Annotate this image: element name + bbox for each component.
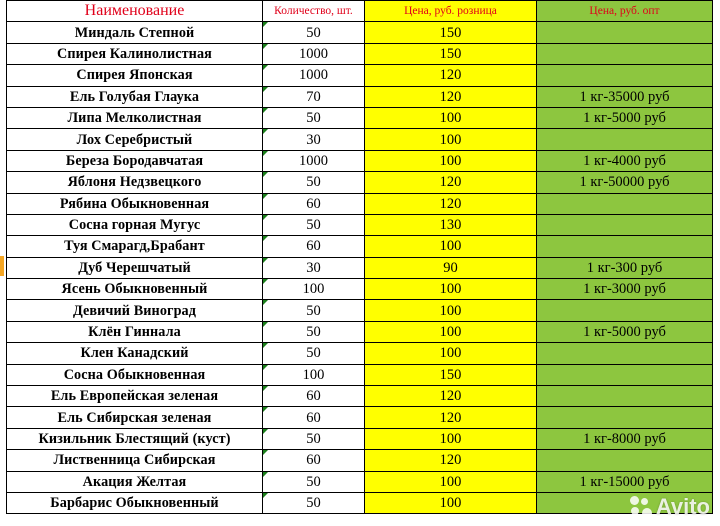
cell-retail[interactable]: 100 bbox=[365, 129, 537, 150]
cell-qty[interactable]: 60 bbox=[263, 236, 365, 257]
cell-retail[interactable]: 100 bbox=[365, 492, 537, 513]
cell-opt[interactable] bbox=[537, 364, 713, 385]
cell-name[interactable]: Спирея Калинолистная bbox=[7, 43, 263, 64]
cell-qty[interactable]: 30 bbox=[263, 129, 365, 150]
cell-retail[interactable]: 150 bbox=[365, 22, 537, 43]
table-row bbox=[7, 214, 713, 235]
cell-name[interactable]: Ель Голубая Глаука bbox=[7, 86, 263, 107]
cell-qty[interactable]: 60 bbox=[263, 407, 365, 428]
cell-qty[interactable]: 50 bbox=[263, 492, 365, 513]
cell-opt[interactable]: 1 кг-4000 руб bbox=[537, 150, 713, 171]
table-row bbox=[7, 471, 713, 492]
cell-opt[interactable]: 1 кг-5000 руб bbox=[537, 321, 713, 342]
cell-retail[interactable]: 120 bbox=[365, 172, 537, 193]
cell-qty[interactable]: 60 bbox=[263, 386, 365, 407]
table-row bbox=[7, 492, 713, 513]
cell-qty[interactable]: 1000 bbox=[263, 43, 365, 64]
table-row bbox=[7, 343, 713, 364]
cell-qty[interactable]: 50 bbox=[263, 343, 365, 364]
table-row bbox=[7, 193, 713, 214]
cell-name[interactable]: Лиственница Сибирская bbox=[7, 450, 263, 471]
avito-watermark bbox=[630, 494, 710, 520]
cell-name[interactable]: Сосна горная Мугус bbox=[7, 214, 263, 235]
cell-name[interactable]: Акация Желтая bbox=[7, 471, 263, 492]
cell-opt[interactable] bbox=[537, 236, 713, 257]
cell-retail[interactable]: 120 bbox=[365, 86, 537, 107]
cell-retail[interactable]: 100 bbox=[365, 321, 537, 342]
cell-opt[interactable] bbox=[537, 43, 713, 64]
cell-name[interactable]: Рябина Обыкновенная bbox=[7, 193, 263, 214]
column-header-opt[interactable]: Цена, руб. опт bbox=[537, 1, 713, 22]
cell-qty[interactable]: 50 bbox=[263, 22, 365, 43]
cell-opt[interactable]: 1 кг-50000 руб bbox=[537, 172, 713, 193]
table-row bbox=[7, 428, 713, 449]
cell-retail[interactable]: 100 bbox=[365, 300, 537, 321]
table-row bbox=[7, 407, 713, 428]
cell-name[interactable]: Барбарис Обыкновенный bbox=[7, 492, 263, 513]
cell-retail[interactable]: 90 bbox=[365, 257, 537, 278]
cell-name[interactable]: Сосна Обыкновенная bbox=[7, 364, 263, 385]
cell-qty[interactable]: 30 bbox=[263, 257, 365, 278]
cell-opt[interactable]: 1 кг-8000 руб bbox=[537, 428, 713, 449]
cell-name[interactable]: Яблоня Недзвецкого bbox=[7, 172, 263, 193]
header-row bbox=[7, 1, 713, 22]
cell-qty[interactable]: 50 bbox=[263, 107, 365, 128]
table-row bbox=[7, 279, 713, 300]
cell-retail[interactable]: 100 bbox=[365, 471, 537, 492]
cell-name[interactable]: Клён Гиннала bbox=[7, 321, 263, 342]
cell-retail[interactable]: 100 bbox=[365, 107, 537, 128]
cell-opt[interactable] bbox=[537, 22, 713, 43]
cell-retail[interactable]: 120 bbox=[365, 450, 537, 471]
table-row bbox=[7, 321, 713, 342]
avito-logo-icon bbox=[630, 496, 652, 518]
row-selection-marker bbox=[0, 256, 4, 276]
cell-name[interactable]: Девичий Виноград bbox=[7, 300, 263, 321]
cell-name[interactable]: Ель Сибирская зеленая bbox=[7, 407, 263, 428]
cell-name[interactable]: Миндаль Степной bbox=[7, 22, 263, 43]
table-row bbox=[7, 450, 713, 471]
column-header-qty[interactable]: Количество, шт. bbox=[263, 1, 365, 22]
cell-retail[interactable]: 100 bbox=[365, 236, 537, 257]
cell-name[interactable]: Ель Европейская зеленая bbox=[7, 386, 263, 407]
price-table bbox=[6, 0, 713, 514]
cell-qty[interactable]: 50 bbox=[263, 214, 365, 235]
cell-retail[interactable]: 100 bbox=[365, 279, 537, 300]
cell-name[interactable]: Береза Бородавчатая bbox=[7, 150, 263, 171]
cell-opt[interactable] bbox=[537, 386, 713, 407]
table-row bbox=[7, 236, 713, 257]
table-row bbox=[7, 86, 713, 107]
cell-opt[interactable]: 1 кг-5000 руб bbox=[537, 107, 713, 128]
cell-retail[interactable]: 150 bbox=[365, 364, 537, 385]
cell-opt[interactable] bbox=[537, 407, 713, 428]
cell-opt[interactable]: 1 кг-35000 руб bbox=[537, 86, 713, 107]
table-row bbox=[7, 172, 713, 193]
table-row bbox=[7, 43, 713, 64]
cell-retail[interactable]: 150 bbox=[365, 43, 537, 64]
cell-qty[interactable]: 60 bbox=[263, 193, 365, 214]
cell-opt[interactable]: 1 кг-3000 руб bbox=[537, 279, 713, 300]
cell-name[interactable]: Дуб Черешчатый bbox=[7, 257, 263, 278]
cell-opt[interactable]: 1 кг-15000 руб bbox=[537, 471, 713, 492]
cell-qty[interactable]: 50 bbox=[263, 471, 365, 492]
cell-retail[interactable]: 100 bbox=[365, 150, 537, 171]
cell-opt[interactable] bbox=[537, 300, 713, 321]
cell-qty[interactable]: 50 bbox=[263, 300, 365, 321]
cell-opt[interactable] bbox=[537, 343, 713, 364]
cell-opt[interactable] bbox=[537, 65, 713, 86]
cell-retail[interactable]: 120 bbox=[365, 193, 537, 214]
cell-name[interactable]: Туя Смарагд,Брабант bbox=[7, 236, 263, 257]
table-row bbox=[7, 386, 713, 407]
table-row bbox=[7, 364, 713, 385]
cell-retail[interactable]: 100 bbox=[365, 343, 537, 364]
table-row bbox=[7, 150, 713, 171]
cell-retail[interactable]: 120 bbox=[365, 65, 537, 86]
cell-name[interactable]: Лох Серебристый bbox=[7, 129, 263, 150]
cell-qty[interactable]: 50 bbox=[263, 321, 365, 342]
cell-opt[interactable] bbox=[537, 450, 713, 471]
cell-opt[interactable]: 1 кг-300 руб bbox=[537, 257, 713, 278]
cell-qty[interactable]: 60 bbox=[263, 450, 365, 471]
cell-qty[interactable]: 70 bbox=[263, 86, 365, 107]
cell-opt[interactable] bbox=[537, 193, 713, 214]
cell-name[interactable]: Липа Мелколистная bbox=[7, 107, 263, 128]
table-row bbox=[7, 300, 713, 321]
cell-name[interactable]: Кизильник Блестящий (куст) bbox=[7, 428, 263, 449]
column-header-name[interactable]: Наименование bbox=[7, 1, 263, 22]
cell-qty[interactable]: 100 bbox=[263, 364, 365, 385]
cell-retail[interactable]: 100 bbox=[365, 428, 537, 449]
cell-opt[interactable] bbox=[537, 129, 713, 150]
cell-retail[interactable]: 120 bbox=[365, 386, 537, 407]
cell-qty[interactable]: 50 bbox=[263, 428, 365, 449]
cell-name[interactable]: Клен Канадский bbox=[7, 343, 263, 364]
cell-qty[interactable]: 1000 bbox=[263, 65, 365, 86]
table-row bbox=[7, 257, 713, 278]
cell-name[interactable]: Спирея Японская bbox=[7, 65, 263, 86]
table-row bbox=[7, 22, 713, 43]
watermark-text: Avito bbox=[655, 494, 710, 519]
cell-qty[interactable]: 1000 bbox=[263, 150, 365, 171]
cell-name[interactable]: Ясень Обыкновенный bbox=[7, 279, 263, 300]
cell-retail[interactable]: 130 bbox=[365, 214, 537, 235]
table-row bbox=[7, 65, 713, 86]
cell-qty[interactable]: 50 bbox=[263, 172, 365, 193]
cell-qty[interactable]: 100 bbox=[263, 279, 365, 300]
cell-opt[interactable] bbox=[537, 214, 713, 235]
column-header-retail[interactable]: Цена, руб. розница bbox=[365, 1, 537, 22]
cell-retail[interactable]: 120 bbox=[365, 407, 537, 428]
table-row bbox=[7, 129, 713, 150]
table-row bbox=[7, 107, 713, 128]
